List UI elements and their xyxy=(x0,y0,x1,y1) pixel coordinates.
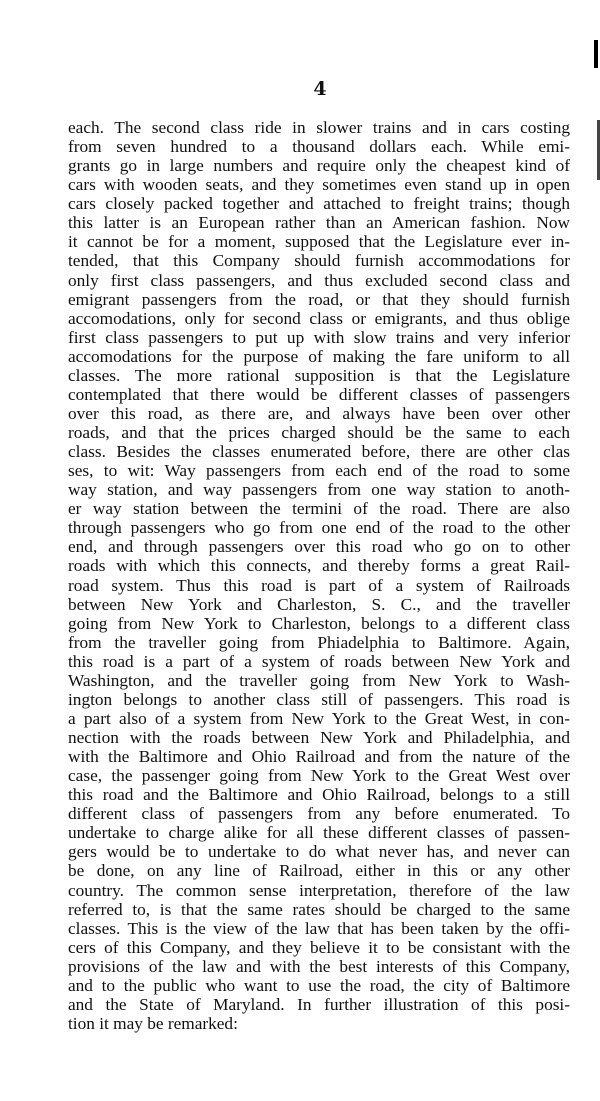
text-line: roads with which this connects, and thereby forms a great Rail- xyxy=(68,556,570,576)
text-line: first class passengers to put up with slow trains and very inferior xyxy=(68,327,570,347)
text-line: way station, and way passengers from one way station to anoth- xyxy=(68,480,570,500)
text-line: be done, on any line of Railroad, either in this or any other xyxy=(68,861,570,881)
text-line: classes. The more rational supposition is that the Legislature xyxy=(68,365,570,385)
text-line: a part also of a system from New York to the Great West, in con- xyxy=(68,708,570,728)
text-line: emigrant passengers from the road, or that they should furnish xyxy=(68,289,570,309)
text-line: this latter is an European rather than an American fashion. Now xyxy=(68,213,570,233)
text-line: country. The common sense interpretation, therefore of the law xyxy=(68,880,570,900)
text-line: ses, to wit: Way passengers from each end of the road to some xyxy=(68,461,570,481)
text-line: with the Baltimore and Ohio Railroad and from the nature of the xyxy=(68,747,570,767)
text-line: from seven hundred to a thousand dollars each. While emi- xyxy=(68,137,570,157)
text-line: class. Besides the classes enumerated before, there are other clas xyxy=(68,442,570,462)
text-line: gers would be to undertake to do what never has, and never can xyxy=(68,842,570,862)
text-line: from the traveller going from Phiadelphia to Baltimore. Again, xyxy=(68,632,570,652)
text-line: tion it may be remarked: xyxy=(68,1013,238,1033)
text-line: case, the passenger going from New York to the Great West over xyxy=(68,766,570,786)
text-line: this road and the Baltimore and Ohio Railroad, belongs to a still xyxy=(68,785,570,805)
text-line: accomodations for the purpose of making the fare uniform to all xyxy=(68,346,570,366)
text-line: each. The second class ride in slower trains and in cars costing xyxy=(68,118,570,137)
page-number: 4 xyxy=(313,78,327,100)
text-line: cars closely packed together and attached to freight trains; though xyxy=(68,194,570,214)
text-line: provisions of the law and with the best interests of this Company, xyxy=(68,956,570,976)
text-line: referred to, is that the same rates should be charged to the same xyxy=(68,899,570,919)
text-line: going from New York to Charleston, belongs to a different class xyxy=(68,613,570,633)
text-line: Washington, and the traveller going from New York to Wash- xyxy=(68,670,570,690)
text-line: it cannot be for a moment, supposed that the Legislature ever in- xyxy=(68,232,570,252)
text-line: and to the public who want to use the road, the city of Baltimore xyxy=(68,975,570,995)
text-line: ington belongs to another class still of passengers. This road is xyxy=(68,689,570,709)
text-line: accomodations, only for second class or emigrants, and thus oblige xyxy=(68,308,570,328)
text-line: road system. Thus this road is part of a system of Railroads xyxy=(68,575,570,595)
text-line: between New York and Charleston, S. C., and the traveller xyxy=(68,594,570,614)
text-line: nection with the roads between New York and Philadelphia, and xyxy=(68,728,570,747)
text-line: classes. This is the view of the law that has been taken by the offi- xyxy=(68,918,570,938)
text-line: and the State of Maryland. In further illustration of this posi- xyxy=(68,994,570,1014)
body-text xyxy=(68,118,570,1033)
text-line: undertake to charge alike for all these different classes of passen- xyxy=(68,823,570,843)
text-line: only first class passengers, and thus excluded second class and xyxy=(68,270,570,290)
text-line: this road is a part of a system of roads between New York and xyxy=(68,651,570,671)
text-line: end, and through passengers over this road who go on to other xyxy=(68,537,570,557)
text-line: cars with wooden seats, and they sometimes even stand up in open xyxy=(68,175,570,195)
scan-edge-mark xyxy=(594,40,598,68)
text-line: tended, that this Company should furnish accommodations for xyxy=(68,251,570,271)
text-line: cers of this Company, and they believe it to be consistant with the xyxy=(68,937,570,957)
text-line: grants go in large numbers and require only the cheapest kind of xyxy=(68,156,570,176)
text-line: er way station between the termini of the road. There are also xyxy=(68,499,570,519)
text-line: over this road, as there are, and always have been over other xyxy=(68,403,570,423)
text-line: contemplated that there would be different classes of passengers xyxy=(68,384,570,404)
text-line: roads, and that the prices charged should be the same to each xyxy=(68,423,570,442)
text-line: different class of passengers from any before enumerated. To xyxy=(68,804,570,824)
text-line: through passengers who go from one end of the road to the other xyxy=(68,518,570,538)
